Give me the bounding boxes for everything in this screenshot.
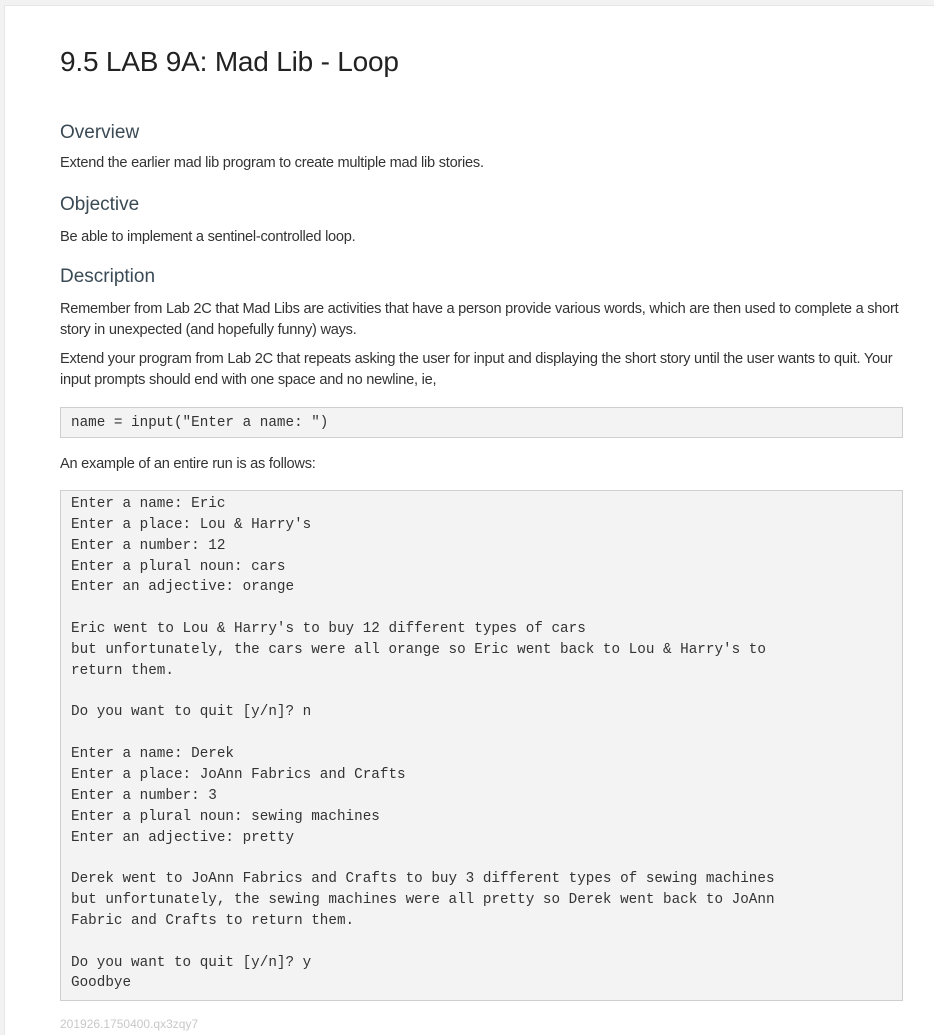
input-prompt-code-block: name = input("Enter a name: ") — [60, 407, 903, 438]
lab-page — [4, 5, 934, 1035]
example-intro-text: An example of an entire run is as follows: — [60, 456, 316, 472]
example-run-code-block: Enter a name: Eric Enter a place: Lou & Harry's Enter a number: 12 Enter a plural noun: cars Enter an adjective: orange Eric went to Lou & Harry's to buy 12 different types of cars but unfortunately, the cars were all orange so Eric went back to Lou & Harry's to return them. Do you want to quit [y/n]? n Enter a name: Derek Enter a place: JoAnn Fabrics and Crafts Enter a number: 3 Enter a plural noun: sewing machines Enter an adjective: pretty Derek went to JoAnn Fabrics and Crafts to buy 3 different types of sewing machines but unfortunately, the sewing machines were all pretty so Derek went back to JoAnn Fabric and Crafts to return them. Do you want to quit [y/n]? y Goodbye — [60, 490, 903, 1001]
overview-text: Extend the earlier mad lib program to create multiple mad lib stories. — [60, 155, 484, 171]
objective-heading: Objective — [60, 194, 140, 215]
page-title: 9.5 LAB 9A: Mad Lib - Loop — [60, 46, 399, 77]
lab-id-footer: 201926.1750400.qx3zqy7 — [60, 1017, 199, 1031]
description-heading: Description — [60, 266, 156, 287]
description-paragraph-1: Remember from Lab 2C that Mad Libs are activities that have a person provide various words, which are then used to complete a short story in unexpected (and hopefully funny) ways. — [60, 301, 899, 338]
description-paragraph-2: Extend your program from Lab 2C that repeats asking the user for input and displaying the short story until the user wants to quit. Your input prompts should end with one space and no newline, ie, — [60, 351, 893, 388]
overview-heading: Overview — [60, 122, 140, 143]
objective-text: Be able to implement a sentinel-controlled loop. — [60, 229, 356, 245]
